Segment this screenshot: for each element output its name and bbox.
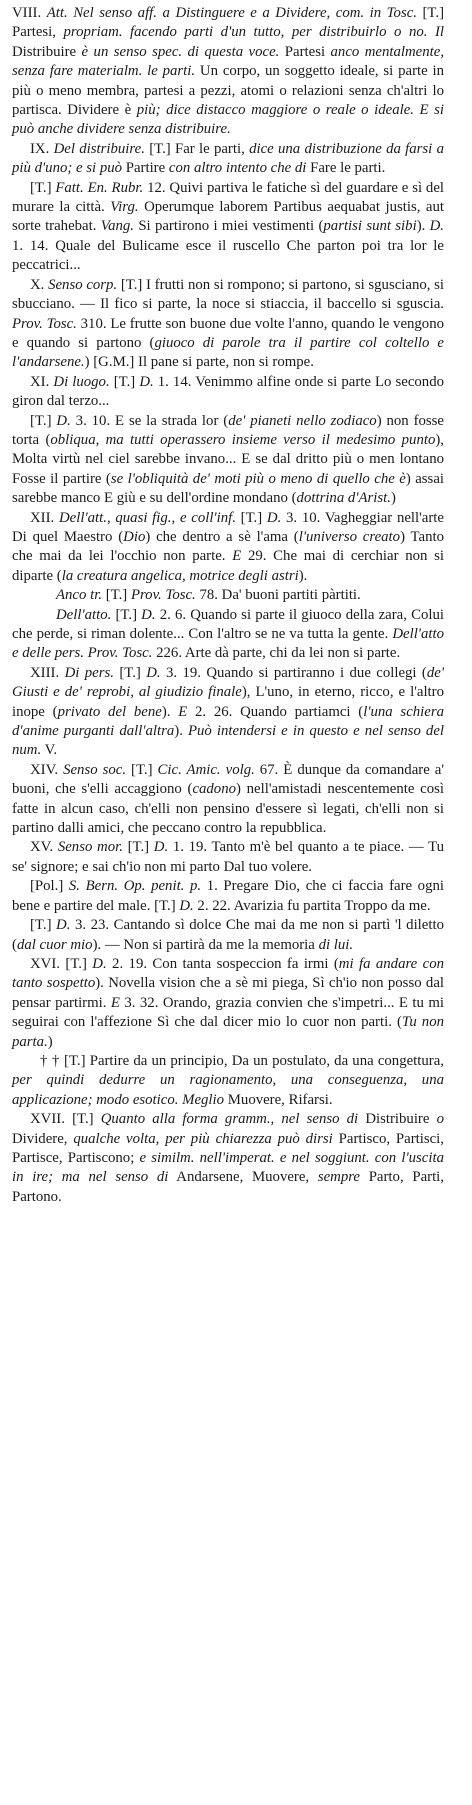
entry-text-segment: S. Bern. Op. penit. p.: [68, 878, 202, 895]
entry-text-segment: Dividere,: [12, 1130, 74, 1147]
entry-paragraph-xi: [12, 373, 444, 412]
entry-text-segment: 3. 10. Vagheggiar nell'arte Di quel Maestro (: [12, 509, 444, 545]
entry-text-segment: 1. 19. Tanto m'è bel quanto a te piace. — Tu se' signore; e sai ch'io non mi parto Dal tuo volere.: [12, 839, 444, 875]
entry-text-segment: D.: [139, 373, 154, 390]
entry-text-segment: ) assai sarebbe manco E giù e su dell'ordine mondano (: [12, 470, 444, 507]
entry-text-segment: 2. 19. Con tanta sospeccion fa irmi (: [106, 955, 339, 972]
entry-text-segment: Partesi: [279, 43, 331, 60]
entry-text-segment: Operumque laborem Partibus aequabat justis, aut sorte trahebat.: [12, 199, 444, 235]
entry-text-segment: 1. 14. Quale del Bulicame esce il ruscello Che parton poi tra lor le peccatrici...: [12, 237, 444, 274]
entry-text-segment: [T.]: [235, 509, 267, 526]
entry-text-segment: ): [390, 490, 396, 507]
entry-text-segment: Dell'atto e delle pers. Prov. Tosc.: [12, 626, 444, 662]
entry-text-segment: Vang.: [100, 218, 135, 235]
entry-text-segment: Di pers.: [64, 664, 114, 681]
entry-text-segment: [Pol.]: [30, 878, 69, 895]
entry-text-segment: IX.: [30, 140, 54, 157]
entry-text-segment: Dell'att., quasi fig., e coll'inf.: [58, 509, 236, 526]
entry-text-segment: sempre: [317, 1169, 360, 1186]
entry-text-segment: 3. 32. Orando, grazia convien che s'impetri... E tu mi seguirai con l'affezione Sì che dal dicer mio lo cuor non parti. (: [12, 994, 444, 1031]
entry-text-segment: o: [436, 1111, 444, 1128]
entry-text-segment: E: [178, 703, 188, 720]
entry-text-segment: Andarsene, Muovere,: [168, 1169, 318, 1186]
entry-text-segment: 310. Le frutte son buone due volte l'anno, quando le vengono e quando si partono (: [12, 315, 445, 351]
entry-text-segment: de' Giusti e de' reprobi, al giudizio finale: [12, 664, 444, 701]
entry-text-segment: 226. Arte dà parte, chi da lei non si parte.: [152, 645, 401, 662]
entry-paragraph-xv-b: [12, 916, 444, 955]
entry-text-segment: mi fa andare con tanto sospetto: [12, 955, 444, 992]
entry-text-segment: [T.]: [109, 373, 140, 390]
entry-text-segment: dal cuor mio: [16, 936, 93, 953]
entry-paragraph-xiii: [12, 664, 444, 761]
entry-text-segment: Att. Nel senso aff. a Distinguere e a Dividere, com. in Tosc.: [46, 5, 417, 21]
entry-text-segment: 12. Quivi partiva le fatiche sì del guardare e sì del murare la città.: [12, 179, 445, 216]
entry-text-segment: ).: [161, 703, 179, 720]
entry-text-segment: D.: [266, 509, 282, 526]
entry-text-segment: la creatura angelica, motrice degli astri: [61, 567, 299, 584]
entry-text-segment: E: [232, 548, 242, 565]
entry-text-segment: Prov. Tosc.: [12, 315, 77, 332]
entry-text-segment: propriam. facendo parti d'un tutto, per distribuirlo o no. Il: [63, 24, 444, 41]
entry-text-segment: Virg.: [110, 199, 139, 216]
entry-text-segment: † † [T.] Partire da un principio, Da un postulato, da una congettura,: [40, 1052, 444, 1069]
entry-text-segment: D.: [153, 839, 169, 856]
entry-text-segment: 2. 6. Quando si parte il giuoco della zara, Colui che perde, si riman dolente... Con l'altro se ne va tutta la gente.: [12, 606, 444, 642]
entry-text-segment: XVII. [T.]: [30, 1111, 101, 1128]
entry-text-segment: 67. È dunque da comandare a' buoni, che s'elli accaggiono (: [12, 761, 444, 798]
entry-text-segment: qualche volta, per più chiarezza può dirsi: [73, 1130, 333, 1147]
entry-text-segment: Muovere, Rifarsi.: [224, 1091, 333, 1108]
entry-text-segment: obliqua, ma tutti operassero insieme verso il medesimo punto: [50, 431, 436, 448]
entry-text-segment: e similm. nell'imperat. e nel soggiunt. con l'uscita in ire; ma nel senso di: [12, 1149, 444, 1186]
entry-text-segment: Può intendersi e in questo e nel senso del num.: [12, 723, 445, 759]
entry-paragraph-ix-a: [12, 179, 444, 276]
entry-text-segment: ). Novella vision che a sè mi piega, Sì ch'io non posso dal pensar partirmi.: [12, 975, 444, 1011]
entry-paragraph-xv: [12, 838, 444, 877]
entry-text-segment: D.: [179, 897, 194, 914]
entry-text-segment: XIV.: [30, 761, 64, 778]
entry-text-segment: [T.]: [30, 917, 57, 934]
entry-text-segment: ) [G.M.] Il pane si parte, non si rompe.: [84, 354, 314, 371]
entry-text-segment: D.: [92, 955, 107, 972]
entry-text-segment: ) nell'amistadi nescentemente così fatte in alcun caso, ch'elli non pensino d'essere sì legati, ch'elli non si partino dalli amici, che peccano contro la repubblica.: [12, 781, 444, 837]
entry-text-segment: Partisco, Partisci, Partisce, Partiscono;: [12, 1130, 444, 1166]
entry-text-segment: ) non fosse torta (: [12, 412, 444, 448]
entry-text-segment: anco mentalmente, senza fare materialm. le parti.: [12, 43, 445, 80]
entry-text-segment: [T.]: [30, 412, 57, 429]
entry-text-segment: 2. 26. Quando partiamci (: [187, 703, 364, 720]
entry-text-segment: VIII.: [12, 5, 47, 21]
entry-text-segment: D.: [429, 218, 445, 235]
entry-text-segment: Dell'atto.: [56, 606, 112, 623]
entry-text-segment: Parto, Parti, Partono.: [12, 1169, 444, 1205]
entry-paragraph-xvi-a: [12, 1052, 444, 1110]
entry-text-segment: ).: [174, 723, 188, 740]
entry-text-segment: è un senso spec. di questa voce.: [81, 43, 280, 60]
entry-text-segment: Senso soc.: [63, 761, 127, 778]
entry-text-segment: dottrina d'Arist.: [296, 490, 391, 507]
entry-text-segment: 3. 19. Quando si partiranno i due collegi (: [160, 664, 427, 681]
entry-text-segment: ).: [416, 218, 430, 235]
entry-text-segment: partisi sunt sibi: [323, 218, 417, 235]
entry-text-segment: 2. 22. Avarizia fu partita Troppo da me.: [193, 897, 431, 914]
entry-text-segment: [T.]: [126, 761, 158, 778]
entry-text-segment: Quanto alla forma gramm., nel senso di: [100, 1111, 359, 1128]
entry-text-segment: ), Molta virtù nel ciel sarebbe invano... E se dal dritto più o men lontano Fosse il partire (: [12, 431, 444, 487]
entry-text-segment: privato del bene: [57, 703, 162, 720]
entry-paragraph-xvii: [12, 1110, 444, 1207]
entry-text-segment: [T.]: [122, 839, 154, 856]
entry-text-segment: [T.]: [111, 606, 142, 623]
entry-text-segment: D.: [56, 412, 71, 429]
entry-text-segment: di lui.: [318, 936, 354, 953]
entry-text-segment: dice una distribuzione da farsi a più d'uno; e si può: [12, 140, 444, 177]
entry-paragraph-xii: [12, 509, 444, 587]
entry-text-segment: ).: [298, 567, 308, 584]
entry-text-segment: 1. Pregare Dio, che ci faccia fare ogni bene e partire del male. [T.]: [12, 878, 444, 914]
entry-text-segment: XII.: [30, 509, 59, 526]
entry-text-segment: Dio: [123, 528, 146, 545]
entry-text-segment: ), L'uno, in eterno, ricco, e l'altro inope (: [12, 684, 444, 720]
entry-paragraph-xv-a: [12, 877, 444, 916]
entry-text-segment: E: [110, 994, 120, 1011]
entry-text-segment: ) che dentro a sè l'ama (: [145, 528, 299, 545]
entry-text-segment: V.: [41, 742, 58, 759]
entry-text-segment: più; dice distacco maggiore o reale o ideale. E si può anche dividere senza distribuire.: [12, 102, 444, 138]
entry-text-segment: l'universo creato: [298, 528, 401, 545]
entry-paragraph-xii-a: [12, 586, 444, 605]
entry-text-segment: Si partirono i miei vestimenti (: [134, 218, 324, 235]
entry-text-segment: Un corpo, un soggetto ideale, si parte in più o meno membra, partesi a pezzi, atomi o relazioni senza ch'altri lo partisca. Dividere è: [12, 63, 444, 119]
entry-paragraph-xvi: [12, 955, 444, 1052]
entry-text-segment: D.: [56, 917, 71, 934]
entry-text-segment: D.: [141, 606, 156, 623]
entry-paragraph-viii: [12, 4, 444, 140]
entry-text-segment: 29. Che mai di cerchiar non si diparte (: [12, 548, 445, 584]
entry-text-segment: de' pianeti nello zodiaco: [228, 412, 377, 429]
entry-text-segment: XV.: [30, 839, 58, 856]
entry-text-segment: [T.]: [113, 664, 147, 681]
entry-text-segment: [T.]: [102, 587, 131, 604]
entry-text-segment: D.: [146, 664, 161, 681]
entry-paragraph-xiv: [12, 761, 444, 839]
entry-text-segment: XI.: [30, 373, 54, 390]
entry-text-segment: Senso mor.: [57, 839, 123, 856]
entry-text-segment: giuoco di parole tra il partire col coltello e l'andarsene.: [12, 334, 444, 371]
entry-text-segment: ). — Non si partirà da me la memoria: [92, 936, 319, 953]
entry-text-segment: XVI. [T.]: [30, 955, 93, 972]
entry-text-segment: X.: [30, 276, 49, 293]
entry-text-segment: cadono: [192, 781, 236, 798]
entry-text-segment: se l'obliquità de' moti più o meno di quello che è: [110, 470, 406, 487]
entry-text-segment: [T.] I frutti non si rompono; si partono, si sgusciano, si sbucciano. — Il fico si parte, la noce si stiaccia, il baccello si sguscia.: [12, 276, 445, 313]
entry-text-segment: l'una schiera d'anime purganti dall'altra: [12, 703, 444, 740]
entry-text-segment: con altro intento che di: [168, 160, 307, 177]
entry-text-segment: Del distribuire.: [53, 140, 145, 157]
entry-text-segment: Fare le parti.: [306, 160, 386, 177]
entry-text-segment: Prov. Tosc.: [130, 587, 196, 604]
entry-paragraph-xi-a: [12, 412, 444, 509]
entry-text-segment: [T.]: [30, 179, 56, 196]
entry-text-segment: Partire: [122, 160, 169, 177]
entry-text-segment: Distribuire: [12, 43, 82, 60]
entry-text-segment: per quindi dedurre un ragionamento, una conseguenza, una applicazione; modo esotico. Meglio: [12, 1072, 444, 1108]
entry-text-segment: Senso corp.: [48, 276, 118, 293]
entry-text-segment: 78. Da' buoni partiti pàrtiti.: [195, 587, 361, 604]
entry-text-segment: [T.] Partesi,: [12, 5, 444, 41]
entry-text-segment: 3. 23. Cantando sì dolce Che mai da me non si partì 'l diletto (: [12, 917, 444, 953]
entry-paragraph-xii-b: [12, 606, 444, 664]
entry-text-segment: XIII.: [30, 664, 65, 681]
entry-text-segment: Distribuire: [358, 1111, 437, 1128]
entry-text-segment: Fatt. En. Rubr.: [55, 179, 144, 196]
entry-text-segment: 1. 14. Venimmo alfine onde si parte Lo secondo giron dal terzo...: [12, 373, 444, 410]
entry-text-segment: ) Tanto che mai da lei l'occhio non parte.: [12, 528, 445, 565]
entry-text-segment: ): [47, 1033, 53, 1050]
entry-text-segment: Cic. Amic. volg.: [157, 761, 255, 778]
entry-paragraph-ix: [12, 140, 444, 179]
entry-text-segment: 3. 10. E se la strada lor (: [70, 412, 229, 429]
entry-text-segment: Anco tr.: [56, 587, 103, 604]
entry-text-segment: [T.] Far le parti,: [144, 140, 250, 157]
entry-paragraph-x: [12, 276, 444, 373]
entry-text-segment: Tu non parta.: [12, 1014, 444, 1050]
entry-text-segment: Di luogo.: [53, 373, 110, 390]
